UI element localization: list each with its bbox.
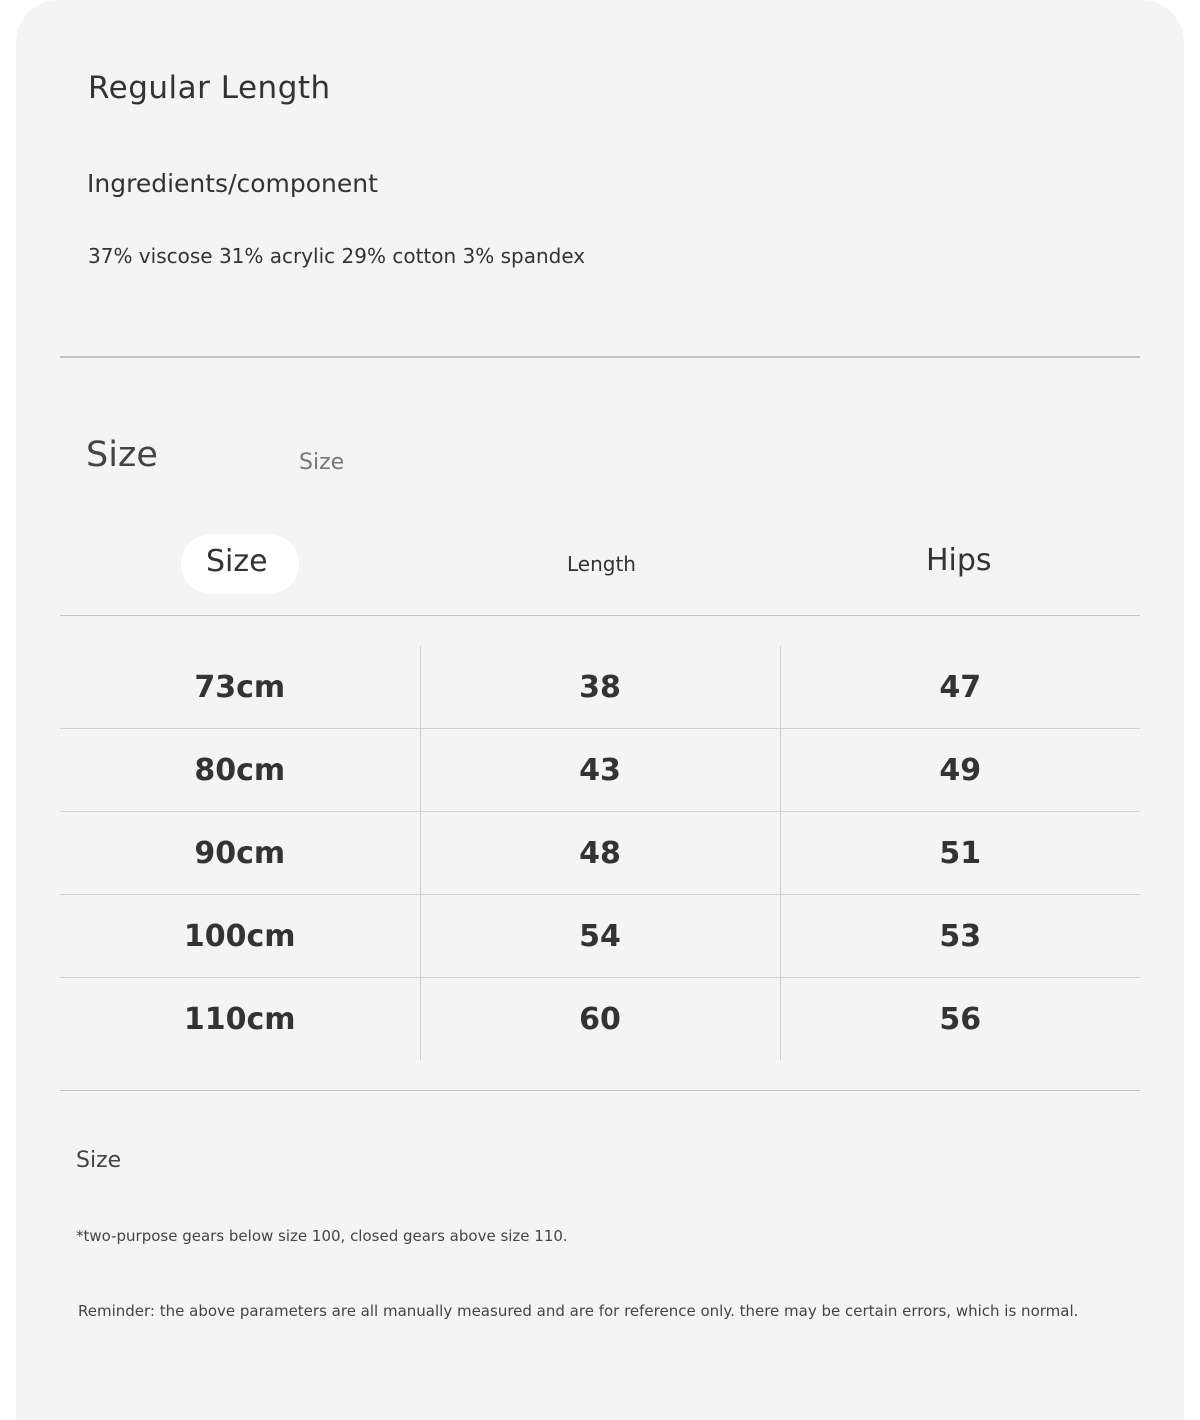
size-cell: 100cm (60, 895, 420, 978)
length-cell: 60 (420, 978, 780, 1061)
hips-cell: 56 (780, 978, 1140, 1061)
section-divider (60, 356, 1140, 358)
composition-text: 37% viscose 31% acrylic 29% cotton 3% spandex (88, 244, 586, 268)
length-cell: 54 (420, 895, 780, 978)
size-note: *two-purpose gears below size 100, closed gears above size 110. (76, 1227, 568, 1245)
table-header-divider (60, 615, 1140, 616)
table-row (60, 895, 1140, 978)
size-cell: 80cm (60, 729, 420, 812)
table-row (60, 978, 1140, 1061)
length-cell: 48 (420, 812, 780, 895)
measurement-reminder: Reminder: the above parameters are all manually measured and are for reference only. there may be certain errors, which is normal. (78, 1302, 1079, 1320)
size-cell: 73cm (60, 646, 420, 729)
size-cell: 90cm (60, 812, 420, 895)
column-header-length: Length (567, 552, 636, 576)
hips-cell: 49 (780, 729, 1140, 812)
size-section-subheading: Size (299, 450, 345, 475)
hips-cell: 53 (780, 895, 1140, 978)
composition-label: Ingredients/component (87, 169, 378, 198)
table-row (60, 729, 1140, 812)
column-header-size: Size (206, 544, 268, 579)
size-section-heading: Size (86, 435, 158, 475)
size-cell: 110cm (183, 1001, 296, 1037)
footer-size-label: Size (76, 1148, 122, 1173)
length-cell: 43 (420, 729, 780, 812)
column-header-hips: Hips (926, 543, 992, 578)
table-row (60, 812, 1140, 895)
table-footer-divider (60, 1090, 1140, 1091)
size-chart-table (60, 646, 1140, 1060)
length-cell: 38 (420, 646, 780, 729)
fit-title: Regular Length (88, 70, 331, 106)
table-row (60, 646, 1140, 729)
hips-cell: 51 (780, 812, 1140, 895)
hips-cell: 47 (780, 646, 1140, 729)
